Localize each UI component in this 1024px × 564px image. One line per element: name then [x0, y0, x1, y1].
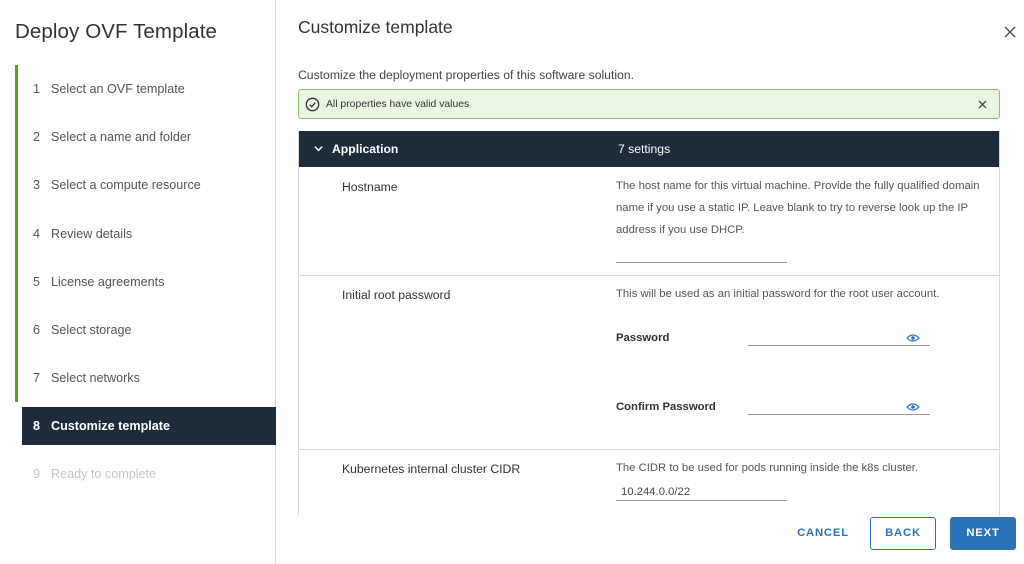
eye-icon[interactable]: [906, 402, 920, 412]
wizard-sidebar: [0, 0, 276, 564]
wizard-step-4[interactable]: [15, 210, 276, 258]
step-number: 4: [33, 226, 41, 241]
wizard-step-8[interactable]: [22, 407, 276, 445]
wizard-step-5[interactable]: [15, 258, 276, 306]
check-circle-icon: [305, 97, 320, 112]
setting-label: Hostname: [342, 180, 398, 194]
close-icon[interactable]: [1000, 22, 1020, 42]
step-label: Ready to complete: [51, 467, 157, 482]
step-complete-bar: [15, 65, 18, 113]
step-label: Select an OVF template: [51, 82, 185, 97]
wizard-title: Deploy OVF Template: [15, 20, 218, 43]
step-label: License agreements: [51, 274, 165, 289]
settings-panel: [298, 131, 1000, 516]
setting-row-cluster-cidr: [299, 450, 999, 516]
group-name: Application: [332, 142, 399, 156]
step-number: 2: [33, 130, 41, 145]
eye-icon[interactable]: [906, 333, 920, 343]
group-settings-count: 7 settings: [618, 142, 671, 156]
step-number: 6: [33, 323, 41, 338]
page-title: Customize template: [298, 17, 453, 37]
hostname-input[interactable]: [616, 247, 787, 263]
setting-label: Initial root password: [342, 288, 451, 302]
step-label: Select networks: [51, 371, 140, 386]
wizard-steps: [15, 65, 276, 499]
alert-close-icon[interactable]: [978, 96, 987, 112]
step-label: Select a compute resource: [51, 178, 201, 193]
step-number: 7: [33, 371, 41, 386]
wizard-step-9: [15, 450, 276, 498]
wizard-step-3[interactable]: [15, 161, 276, 209]
validation-alert: [298, 89, 1000, 119]
confirm-password-input[interactable]: [748, 399, 930, 415]
alert-text: All properties have valid values: [326, 98, 470, 110]
setting-description: This will be used as an initial password for the root user account.: [616, 288, 940, 300]
setting-row-root-password: [299, 276, 999, 450]
page-subtitle: Customize the deployment properties of this software solution.: [298, 68, 635, 82]
step-number: 1: [33, 82, 41, 97]
step-complete-bar: [15, 161, 18, 209]
step-complete-bar: [15, 210, 18, 258]
next-button[interactable]: NEXT: [950, 517, 1016, 550]
cancel-button[interactable]: CANCEL: [797, 527, 849, 539]
step-complete-bar: [15, 113, 18, 161]
setting-description: The CIDR to be used for pods running inside the k8s cluster.: [616, 462, 919, 474]
step-number: 8: [33, 419, 41, 434]
step-label: Select storage: [51, 323, 132, 338]
wizard-step-7[interactable]: [15, 354, 276, 402]
setting-description: The host name for this virtual machine. Provide the fully qualified domain name if you use a static IP. Leave blank to try to reverse look up the IP address if you use DHCP.: [616, 180, 980, 236]
chevron-down-icon: [313, 143, 324, 154]
step-number: 5: [33, 274, 41, 289]
step-complete-bar: [15, 354, 18, 402]
wizard-step-1[interactable]: [15, 65, 276, 113]
password-input[interactable]: [748, 330, 930, 346]
step-label: Customize template: [51, 419, 170, 434]
setting-label: Kubernetes internal cluster CIDR: [342, 462, 521, 476]
cluster-cidr-input[interactable]: [616, 483, 787, 501]
wizard-step-2[interactable]: [15, 113, 276, 161]
step-label: Review details: [51, 226, 133, 241]
step-number: 3: [33, 178, 41, 193]
step-complete-bar: [15, 258, 18, 306]
back-button[interactable]: BACK: [870, 517, 936, 550]
step-complete-bar: [15, 306, 18, 354]
group-header-application[interactable]: [299, 131, 1000, 167]
confirm-password-label: Confirm Password: [616, 401, 716, 413]
password-label: Password: [616, 332, 670, 344]
step-number: 9: [33, 467, 41, 482]
wizard-step-6[interactable]: [15, 306, 276, 354]
setting-row-hostname: [299, 167, 999, 276]
step-label: Select a name and folder: [51, 130, 192, 145]
